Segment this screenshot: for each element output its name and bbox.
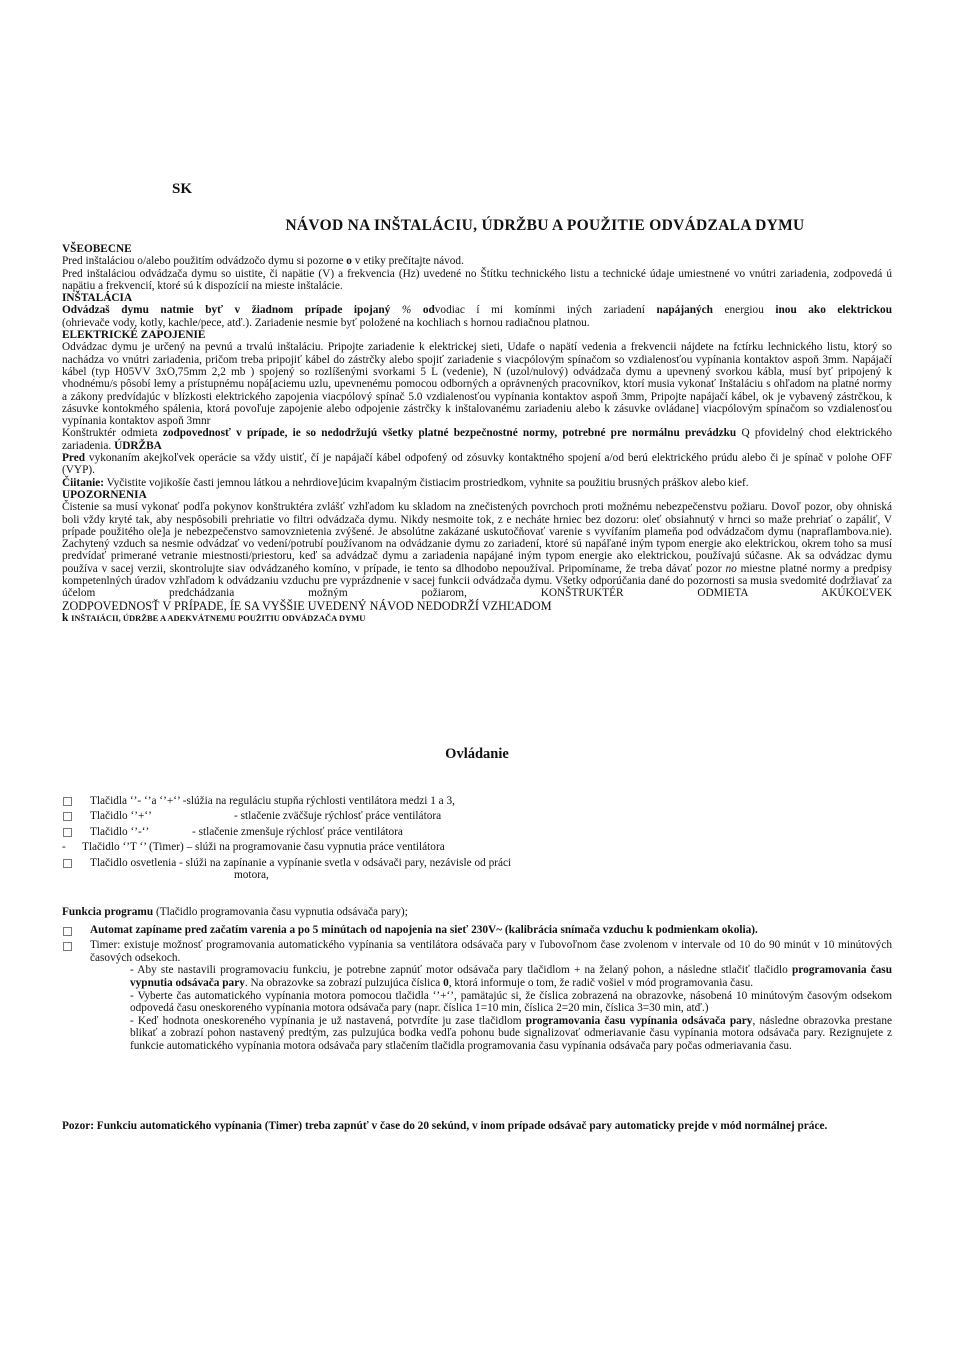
timer-warning-note: Pozor: Funkciu automatického vypínania (Timer) treba zapnúť v čase do 20 sekúnd, v inom prípade odsávač pary automaticky prejde v mód normálnej práce.: [62, 1120, 828, 1132]
install-paragraph-1: [62, 304, 892, 316]
text: Timer: existuje možnosť programovania automatického vypínania sa ventilátora odsávača pary v ľubovoľnom čase zvolenom v intervale od 10 do 90 minút v 10 minútových časových odsekoch.: [90, 939, 892, 964]
text: v etiky prečítajte návod.: [351, 255, 464, 268]
text: Pred inštaláciou o/alebo použitím odvádzočo dymu si pozorne: [62, 255, 347, 268]
section-heading-electric: ELEKTRICKÉ ZAPOJENIE: [62, 329, 206, 342]
control-label: Tlačidlo ‘’+‘’: [90, 810, 152, 823]
text: vodiac í mi komínmi iných zariadení: [434, 304, 657, 317]
program-item-2: [62, 939, 892, 964]
text: Vyčistite vojikošíe časti jemnou látkou a nehrdiove]úcim kvapalným čistiacim prostriedkom, vyhnite sa použitiu brusných práškov alebo kief.: [104, 476, 749, 489]
control-text: Tlačidla ‘’- ‘’a ‘’+‘’ -slúžia na reguláciu stupňa rýchlosti ventilátora medzi 1 a 3,: [90, 795, 455, 807]
control-text: - stlačenie zväčšuje rýchlosť práce ventilátora: [234, 810, 442, 823]
general-paragraph-1: [62, 255, 892, 267]
control-item: [62, 857, 892, 882]
text-bold: k: [62, 611, 72, 624]
control-text: Tlačidlo ‘’T ‘’ (Timer) – slúži na programovanie času vypnutia práce ventilátora: [82, 841, 445, 854]
section-heading-maintenance: ÚDRŽBA: [114, 439, 162, 452]
electric-paragraph-1: Odvádzac dymu je určený na pevnú a trvalú inštaláciu. Pripojte zariadenie k elektrickej sieti, Udafe o napätí vedenia a frekvencii nájdete na fctírku lechnického listu, ktorý so nachádza vo vnútri zariadenia, pričom treba pripojiť kábel do zástrčky alebo spojiť zariadenie s viacpólovým spínačom so vzdialenosťou vypínania kontaktov aspoň 3mm. Napájačí kábel (typ H05VV 3xO,75mm 2,2 mb ) spojený so rozlíšenými svorkami 5 L (vedenie), N (uzol/nulový) odvádzača dymu a upevnený svorkou kábla, musí byť pripojený k vhodnému/s pôsobí lemy a prístupnému nopá[aciemu uzlu, upevnenému pomocou odborných a oprávnených pracovníkov, ktorí musia vykonať Inštaláciu s ohľadom na platné normy a zákony predvídajúc v blízkosti elektrického zapojenia viacpólový spínač 5.0 vzdialenosťou vypínania kontaktov aspoň 3mm, Pripojte napájačí kábel, ok je vybavený zástrčkou, k zásuvke kontokmého spálenia, ktorá povoľuje zapojenie alebo odpojenie zástrčky k inštalovanému zariadeniu alebo k zásuvke ovládane] viacpólovým spínačom so vzdialenosťou vypínania kontaktov aspoň 3mnr: [62, 341, 892, 428]
checkbox-bullet-icon: [63, 797, 72, 806]
program-function-section: [62, 906, 892, 1053]
text-bold: Čiitanie:: [62, 476, 105, 489]
control-text: - stlačenie zmenšuje rýchlosť práce ventilátora: [192, 825, 403, 838]
text-bold: zodpovednosť v prípade, ie so nedodržujú všetky platné bezpečnostné normy, potrebné pre normálnu prevádzku: [162, 427, 737, 440]
control-text-continued: motora,: [234, 869, 269, 882]
text: , ktorá informuje o tom, že radič vošiel v mód programovania času.: [448, 976, 754, 989]
control-item: [62, 826, 892, 838]
text-bold: inou ako elektrickou: [775, 304, 892, 317]
maintenance-paragraph-1: [62, 452, 892, 477]
language-code: SK: [172, 181, 193, 197]
text-bold: Automat zapíname pred začatím varenia a po 5 minútach od napojenia na sieť 230V~ (kalibrácia snímača vzduchu k podmienkam okolia).: [90, 923, 758, 936]
text: %: [390, 304, 423, 317]
warnings-paragraph-2: ZODPOVEDNOSŤ V PRÍPADE, ÍE SA VYŠŠIE UVEDENÝ NÁVOD NEDODRŽÍ VZHĽADOM: [62, 598, 552, 613]
text-bold: o: [346, 255, 352, 268]
control-item: [62, 841, 892, 853]
control-item: [62, 810, 892, 822]
text: Q pfovidelný chod elektrického zariadenia.: [62, 427, 892, 452]
text-bold: Pred: [62, 452, 86, 465]
text: - Aby ste nastavili programovaciu funkciu, je potrebne zapnúť motor odsávača pary tlačidlom + na želaný pohon, a následne stlačiť tlačidlo: [130, 964, 792, 977]
section-heading-warnings: UPOZORNENIA: [62, 488, 147, 501]
checkbox-bullet-icon: [63, 927, 72, 936]
checkbox-bullet-icon: [63, 812, 72, 821]
controls-title: Ovládanie: [445, 746, 509, 762]
program-step-3: [62, 1015, 892, 1053]
text-bold: 0: [443, 976, 449, 989]
text: Konštruktér odmieta: [62, 427, 163, 440]
text-bold: Odvádzaš dymu natmie byť v žiadnom prípade ipojaný: [62, 304, 391, 317]
control-item: [62, 795, 892, 807]
program-step-2: - Vyberte čas automatického vypínania motora pomocou tlačidla ‘’+‘’, pamätajúc si, že číslica zobrazená na obrazovke, násobená 10 minútovým časovým odsekom odpovedá času oneskoreného vypínania motora odsávača pary (napr. číslica 1=10 min, číslica 2=20 min, číslica 3=30 min, atď.): [130, 989, 892, 1015]
text-bold: od: [422, 304, 435, 317]
document-title: NÁVOD NA INŠTALÁCIU, ÚDRŽBU A POUŽITIE ODVÁDZALA DYMU: [285, 217, 805, 234]
controls-list: [62, 795, 892, 884]
text-bold: programovania času vypnutia odsávača pary: [130, 964, 892, 989]
program-item-1: [62, 924, 892, 937]
text: Čistenie sa musí vykonať podľa pokynov konštruktéra zvlášť vzhľadom ku skladom na znečistených povrchoch proti možnému nebezpečenstvu požiaru. Dovoľ pozor, oby ohniská boli vždy kryté tak, aby nespôsobili prehriatie vo filtri odvádzača dymu. Nikdy nesmoite tok, z e necháte hrniec bez dozoru: oleť obsiahnutý v hrnci so maže prehriať o zapáliť, V prípade použitého ole]a je nebezpečenstvo samovznietenia zvýšené. Je absolútne zakázané uskutočňovať varenie s vyvífaním plameňa pod odvádzačom dymu (napraflambova.nie). Zachytený vzduch sa nesmie odvádzať vo vedení/potrubí používanom na odvádzanie dymu zo zariadení, ktoré sú napáľané iným typom energie ako elektrickou, okrem toho sa musí predvídať primerané vetranie miestnosti/priestoru, keď sa advádzač dymu a zariadenia napájané iným typom energie ako elektrickou, používajú súčasne. Ak sa odvádzac dymu používa v sacej verzii, skontrolujte siav odvádzaného komíno, v prípade, ie tento sa dlhodobo nepoužíval. Pripomíname, že treba dávať pozor: [62, 501, 892, 575]
warnings-paragraph-3: [62, 612, 892, 624]
text-bold: napájaných: [656, 304, 713, 317]
warnings-paragraph-1: [62, 501, 892, 599]
control-label: Tlačidlo ‘’-‘’: [90, 825, 150, 838]
section-heading-install: INŠTALÁCIA: [62, 292, 133, 305]
text-bold: Funkcia programu: [62, 906, 154, 918]
maintenance-paragraph-2: [62, 477, 892, 489]
checkbox-bullet-icon: [63, 859, 72, 868]
text: - Keď hodnota oneskoreného vypínania je už nastavená, potvrdíte ju zase tlačidlom: [130, 1014, 526, 1027]
electric-paragraph-2: [62, 427, 892, 452]
checkbox-bullet-icon: [63, 942, 72, 951]
text: energiou: [712, 304, 776, 317]
text: (Tlačidlo programovania času vypnutia odsávača pary);: [153, 906, 408, 918]
text-bold: programovania času vypínania odsávača pary: [525, 1014, 753, 1027]
document-body: [62, 243, 892, 624]
text-small-caps: INŠTAIÁCII, ÚDRŽBE A ADEKVÁTNEMU POUŽITIU ODVÁDZAČA DYMU: [71, 612, 366, 623]
text: , následne obrazovka prestane blikať a zobrazí pohon nastavený predtým, zas pulzujúca bodka vedľa pohonu bude signalizovať odmeriavanie času vypínania motora odsávača pary. Rezignujete z funkcie automatického vypínania motora odsávača pary stlačením tlačidla programovania času vypínania odsávača pary počas odmeriavania času.: [130, 1014, 892, 1052]
text-italic: no: [725, 562, 737, 575]
checkbox-bullet-icon: [63, 828, 72, 837]
text: . Na obrazovke sa zobrazí pulzujúca číslica: [244, 976, 444, 989]
program-step-1: [62, 964, 892, 989]
install-paragraph-2: (ohrievače vody, kotly, kachle/pece, atď.). Zariadenie nesmie byť položené na kochliach s hornou radiačnou platnou.: [62, 316, 590, 329]
text: miestne platné normy a predpisy kompetenlných úradov vzhľadom k odvádzaniu vzduchu pre vyprázdnenie v sacej funkcii odvádzača dymu. Všetky odporúčania dané do pozornosti sa musia svedomité dodržiavať za účelom predchádzania možným požiarom, KONŠTRUKTÉR ODMIETA AKÚKOĽVEK: [62, 562, 892, 600]
text: vykonaním akejkoľvek operácie sa vždy uistiť, čí je napájačí kábel odpofený od zósuvky kontaktného spojení a/od berú elektrického prúdu alebo či je spínač v polohe OFF (VYP).: [62, 452, 892, 477]
control-text: Tlačidlo osvetlenia - slúži na zapínanie a vypínanie svetla v odsávači pary, nezávisle od práci: [90, 856, 512, 869]
section-heading-general: VŠEOBECNE: [62, 243, 132, 255]
program-heading: [62, 906, 892, 919]
general-paragraph-2: Pred inštaláciou odvádzača dymu so uistite, či napätie (V) a frekvencia (Hz) uvedené no Štítku technického listu a technické údaje umiestnené vo vnútri zariadenia, zodpovedá ú napätiu a frekvencií, ktoré sú k dispozícií na mieste inštalácie.: [62, 267, 892, 292]
dash-bullet: -: [62, 841, 66, 854]
